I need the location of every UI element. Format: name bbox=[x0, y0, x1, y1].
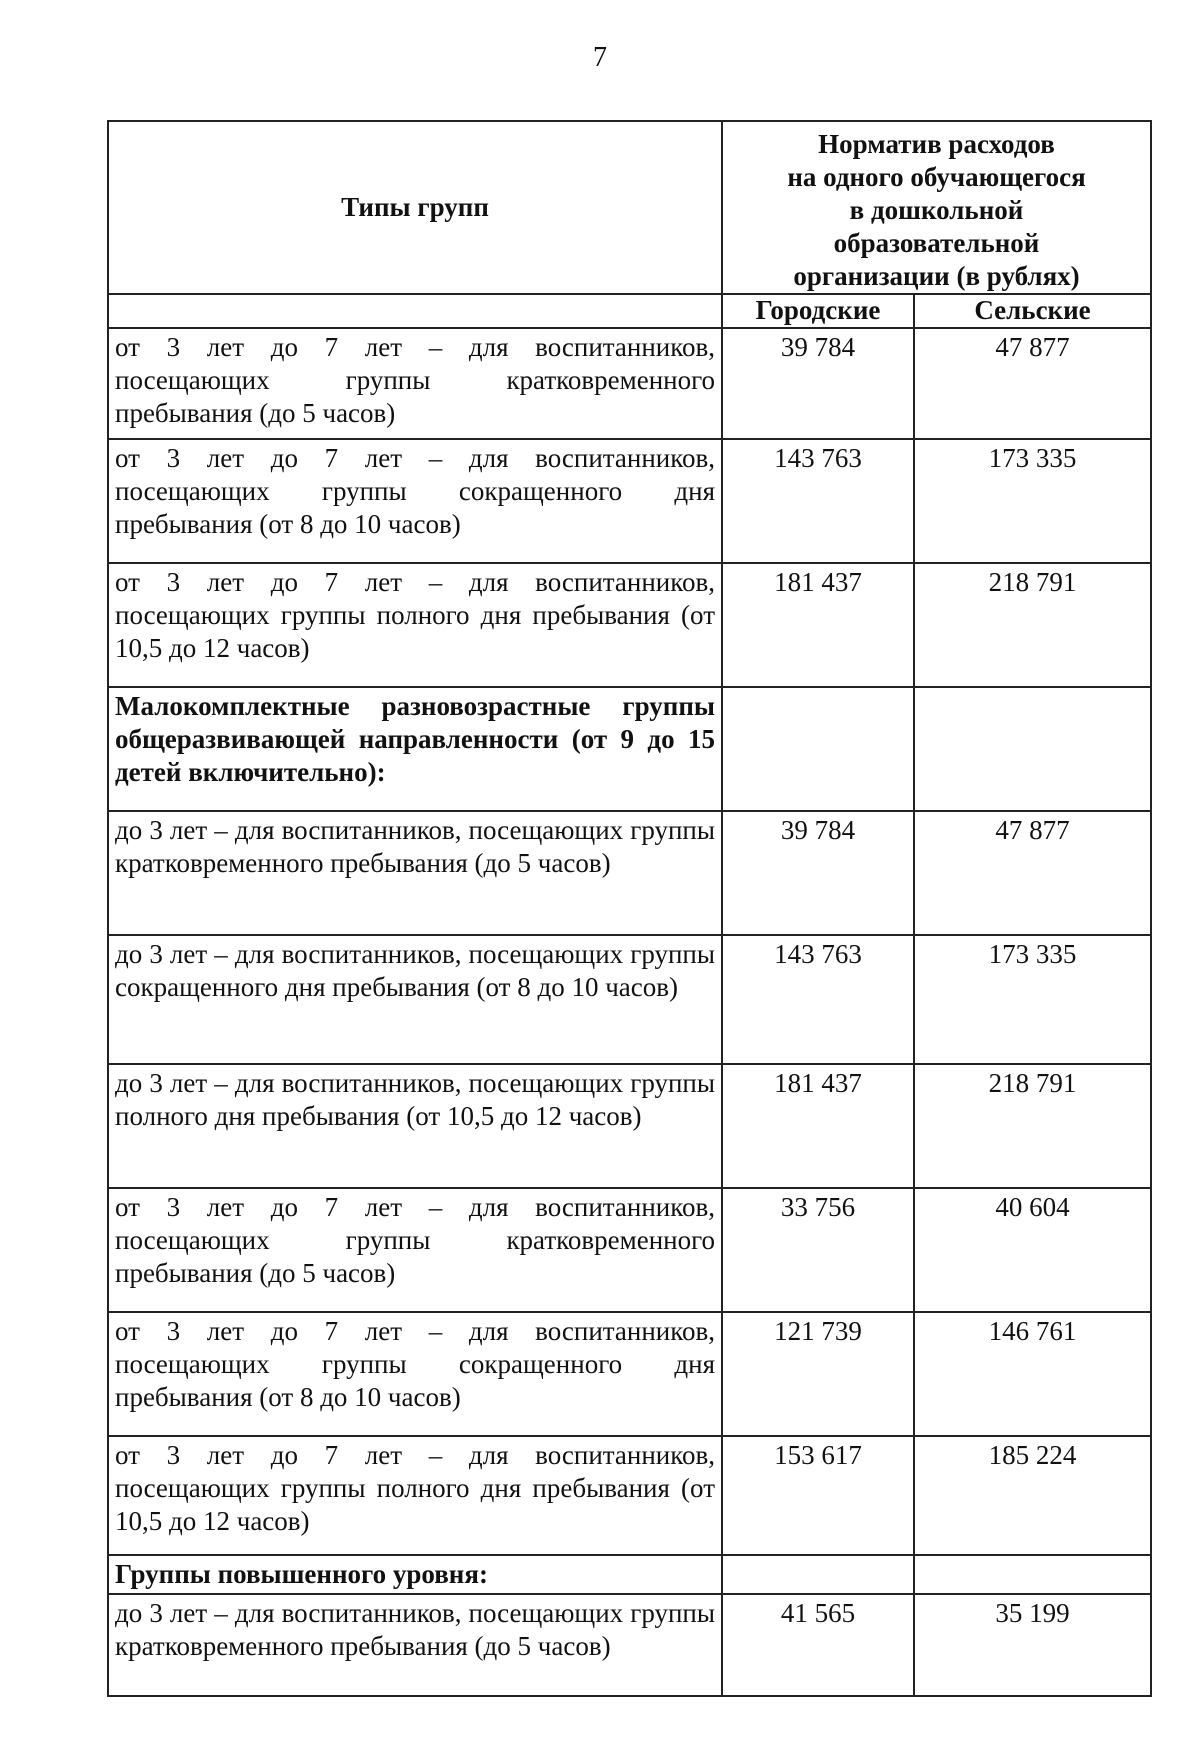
row-rural-value bbox=[914, 1555, 1151, 1594]
row-urban-value bbox=[722, 1555, 914, 1594]
table-subheader-row bbox=[108, 294, 1151, 328]
row-rural-value: 47 877 bbox=[914, 811, 1151, 935]
row-urban-value: 143 763 bbox=[722, 439, 914, 563]
table-row bbox=[108, 1436, 1151, 1555]
row-urban-value: 39 784 bbox=[722, 328, 914, 439]
row-rural-value: 173 335 bbox=[914, 439, 1151, 563]
row-description: до 3 лет – для воспитанников, посещающих группы сокращенного дня пребывания (от 8 до 10 часов) bbox=[108, 935, 722, 1064]
row-description: от 3 лет до 7 лет – для воспитанников, посещающих группы сокращенного дня пребывания (от 8 до 10 часов) bbox=[108, 1312, 722, 1436]
row-description: от 3 лет до 7 лет – для воспитанников, посещающих группы сокращенного дня пребывания (от 8 до 10 часов) bbox=[108, 439, 722, 563]
norms-table bbox=[107, 120, 1152, 1697]
row-rural-value: 35 199 bbox=[914, 1594, 1151, 1696]
table-row bbox=[108, 1594, 1151, 1696]
row-rural-value: 47 877 bbox=[914, 328, 1151, 439]
header-norm-line: Норматив расходов bbox=[818, 129, 1055, 159]
table-row bbox=[108, 563, 1151, 687]
header-norm-line: образовательной bbox=[833, 228, 1040, 258]
table-row bbox=[108, 439, 1151, 563]
header-group-types-label: Типы групп bbox=[341, 192, 489, 222]
table-row bbox=[108, 811, 1151, 935]
row-urban-value: 39 784 bbox=[722, 811, 914, 935]
header-norm-line: организации (в рублях) bbox=[793, 261, 1080, 291]
table-row bbox=[108, 935, 1151, 1064]
page-number: 7 bbox=[593, 42, 607, 73]
row-rural-value: 173 335 bbox=[914, 935, 1151, 1064]
table-header-row bbox=[108, 121, 1151, 294]
row-rural-value bbox=[914, 687, 1151, 811]
section-heading: Малокомплектные разновозрастные группы общеразвивающей направленности (от 9 до 15 детей включительно): bbox=[108, 687, 722, 811]
row-description: до 3 лет – для воспитанников, посещающих группы полного дня пребывания (от 10,5 до 12 часов) bbox=[108, 1064, 722, 1188]
table-row bbox=[108, 1312, 1151, 1436]
table-section-row bbox=[108, 687, 1151, 811]
row-description: от 3 лет до 7 лет – для воспитанников, посещающих группы кратковременного пребывания (до 5 часов) bbox=[108, 328, 722, 439]
row-description: до 3 лет – для воспитанников, посещающих группы кратковременного пребывания (до 5 часов) bbox=[108, 1594, 722, 1696]
row-urban-value: 33 756 bbox=[722, 1188, 914, 1312]
header-rural: Сельские bbox=[914, 294, 1151, 328]
row-rural-value: 218 791 bbox=[914, 1064, 1151, 1188]
header-urban: Городские bbox=[722, 294, 914, 328]
row-description: от 3 лет до 7 лет – для воспитанников, посещающих группы кратковременного пребывания (до 5 часов) bbox=[108, 1188, 722, 1312]
row-description: до 3 лет – для воспитанников, посещающих группы кратковременного пребывания (до 5 часов) bbox=[108, 811, 722, 935]
row-urban-value: 143 763 bbox=[722, 935, 914, 1064]
row-urban-value: 41 565 bbox=[722, 1594, 914, 1696]
table-row bbox=[108, 1064, 1151, 1188]
subheader-blank bbox=[108, 294, 722, 328]
row-rural-value: 185 224 bbox=[914, 1436, 1151, 1555]
header-norm bbox=[722, 121, 1151, 294]
header-norm-line: на одного обучающегося bbox=[787, 162, 1086, 192]
header-norm-line: в дошкольной bbox=[849, 195, 1024, 225]
section-heading: Группы повышенного уровня: bbox=[108, 1555, 722, 1594]
row-urban-value bbox=[722, 687, 914, 811]
table-row bbox=[108, 328, 1151, 439]
row-description: от 3 лет до 7 лет – для воспитанников, посещающих группы полного дня пребывания (от 10,5 до 12 часов) bbox=[108, 1436, 722, 1555]
row-description: от 3 лет до 7 лет – для воспитанников, посещающих группы полного дня пребывания (от 10,5 до 12 часов) bbox=[108, 563, 722, 687]
row-urban-value: 181 437 bbox=[722, 563, 914, 687]
header-group-types bbox=[108, 121, 722, 294]
table-section-row bbox=[108, 1555, 1151, 1594]
row-urban-value: 121 739 bbox=[722, 1312, 914, 1436]
row-rural-value: 40 604 bbox=[914, 1188, 1151, 1312]
row-urban-value: 181 437 bbox=[722, 1064, 914, 1188]
row-urban-value: 153 617 bbox=[722, 1436, 914, 1555]
table-row bbox=[108, 1188, 1151, 1312]
row-rural-value: 218 791 bbox=[914, 563, 1151, 687]
row-rural-value: 146 761 bbox=[914, 1312, 1151, 1436]
